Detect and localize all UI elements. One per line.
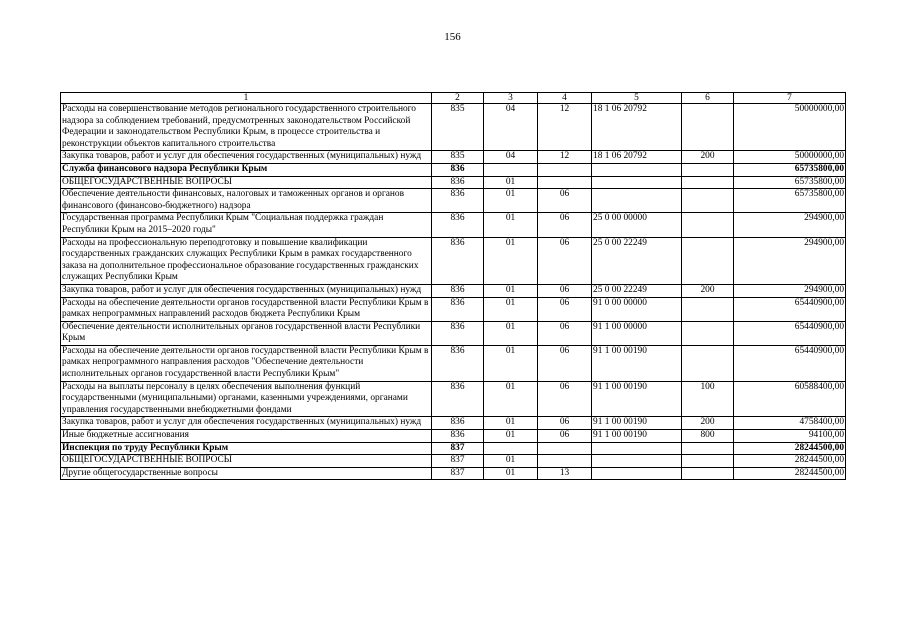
table-row: [61, 163, 846, 176]
target-article-code: 25 0 00 22249: [592, 237, 682, 284]
table-row: [61, 176, 846, 189]
amount: 65735800,00: [734, 189, 846, 213]
expense-type-code: [682, 104, 734, 151]
amount: 65440900,00: [734, 297, 846, 321]
section-code: 01: [484, 321, 538, 345]
amount: 294900,00: [734, 237, 846, 284]
subsection-code: 06: [538, 189, 592, 213]
department-code: 836: [432, 430, 484, 443]
table-row: [61, 417, 846, 430]
section-code: 01: [484, 189, 538, 213]
header-col-7: 7: [734, 93, 846, 104]
target-article-code: 91 1 00 00190: [592, 345, 682, 381]
table-row: [61, 213, 846, 237]
department-code: 836: [432, 417, 484, 430]
amount: 94100,00: [734, 430, 846, 443]
expense-type-code: 200: [682, 417, 734, 430]
item-name: Обеспечение деятельности финансовых, налоговых и таможенных органов и органов финансового (финансово-бюджетного) надзора: [61, 189, 432, 213]
subsection-code: 06: [538, 237, 592, 284]
target-article-code: 91 1 00 00190: [592, 430, 682, 443]
item-name: Служба финансового надзора Республики Крым: [61, 163, 432, 176]
section-code: 01: [484, 237, 538, 284]
item-name: Расходы на совершенствование методов регионального государственного строительного надзора за соблюдением требований, предусмотренных законодательством Российской Федерации и законодательством Республики Крым, в процессе строительства и реконструкции объектов капитального строительства: [61, 104, 432, 151]
header-col-5: 5: [592, 93, 682, 104]
table-row: [61, 381, 846, 417]
target-article-code: 91 1 00 00000: [592, 321, 682, 345]
item-name: Расходы на обеспечение деятельности органов государственной власти Республики Крым в рамках непрограммных направлений расходов бюджета Республики Крым: [61, 297, 432, 321]
table-row: [61, 297, 846, 321]
subsection-code: [538, 176, 592, 189]
amount: 50000000,00: [734, 104, 846, 151]
item-name: Закупка товаров, работ и услуг для обеспечения государственных (муниципальных) нужд: [61, 284, 432, 297]
expense-type-code: [682, 442, 734, 455]
target-article-code: [592, 442, 682, 455]
section-code: 01: [484, 297, 538, 321]
department-code: 836: [432, 176, 484, 189]
target-article-code: [592, 176, 682, 189]
expense-type-code: [682, 213, 734, 237]
expense-type-code: [682, 237, 734, 284]
target-article-code: 91 0 00 00000: [592, 297, 682, 321]
table-row: [61, 151, 846, 164]
expense-type-code: [682, 455, 734, 468]
section-code: 01: [484, 455, 538, 468]
item-name: Расходы на профессиональную переподготовку и повышение квалификации государственных гражданских служащих Республики Крым в рамках государственного заказа на дополнительное профессиональное образование государственных гражданских служащих Республики Крым: [61, 237, 432, 284]
table-row: [61, 189, 846, 213]
amount: 28244500,00: [734, 455, 846, 468]
item-name: Закупка товаров, работ и услуг для обеспечения государственных (муниципальных) нужд: [61, 417, 432, 430]
department-code: 836: [432, 345, 484, 381]
subsection-code: 06: [538, 381, 592, 417]
item-name: Расходы на выплаты персоналу в целях обеспечения выполнения функций государственными (муниципальными) органами, казенными учреждениями, органами управления государственными внебюджетными фондами: [61, 381, 432, 417]
subsection-code: 12: [538, 151, 592, 164]
section-code: [484, 442, 538, 455]
amount: 4758400,00: [734, 417, 846, 430]
expense-type-code: 200: [682, 284, 734, 297]
subsection-code: [538, 455, 592, 468]
amount: 65735800,00: [734, 176, 846, 189]
amount: 294900,00: [734, 284, 846, 297]
subsection-code: [538, 163, 592, 176]
department-code: 836: [432, 297, 484, 321]
department-code: 837: [432, 467, 484, 480]
department-code: 836: [432, 321, 484, 345]
expense-type-code: [682, 345, 734, 381]
section-code: 01: [484, 381, 538, 417]
item-name: Расходы на обеспечение деятельности органов государственной власти Республики Крым в рамках непрограммного направления расходов "Обеспечение деятельности исполнительных органов государственной власти Республики Крым": [61, 345, 432, 381]
target-article-code: 18 1 06 20792: [592, 104, 682, 151]
item-name: ОБЩЕГОСУДАРСТВЕННЫЕ ВОПРОСЫ: [61, 176, 432, 189]
subsection-code: 06: [538, 284, 592, 297]
section-code: 01: [484, 176, 538, 189]
section-code: 04: [484, 151, 538, 164]
subsection-code: 12: [538, 104, 592, 151]
subsection-code: 06: [538, 213, 592, 237]
amount: 28244500,00: [734, 442, 846, 455]
item-name: ОБЩЕГОСУДАРСТВЕННЫЕ ВОПРОСЫ: [61, 455, 432, 468]
item-name: Закупка товаров, работ и услуг для обеспечения государственных (муниципальных) нужд: [61, 151, 432, 164]
subsection-code: 06: [538, 345, 592, 381]
table-header: [61, 93, 846, 104]
amount: 65440900,00: [734, 321, 846, 345]
item-name: Иные бюджетные ассигнования: [61, 430, 432, 443]
section-code: 01: [484, 417, 538, 430]
expense-type-code: 100: [682, 381, 734, 417]
expense-type-code: [682, 189, 734, 213]
department-code: 835: [432, 151, 484, 164]
table-row: [61, 104, 846, 151]
subsection-code: 06: [538, 297, 592, 321]
amount: 50000000,00: [734, 151, 846, 164]
section-code: [484, 163, 538, 176]
table-row: [61, 430, 846, 443]
subsection-code: [538, 442, 592, 455]
item-name: Инспекция по труду Республики Крым: [61, 442, 432, 455]
table-row: [61, 237, 846, 284]
expense-type-code: [682, 297, 734, 321]
target-article-code: 18 1 06 20792: [592, 151, 682, 164]
section-code: 04: [484, 104, 538, 151]
department-code: 837: [432, 442, 484, 455]
expense-type-code: [682, 176, 734, 189]
department-code: 836: [432, 381, 484, 417]
expense-type-code: [682, 163, 734, 176]
header-col-3: 3: [484, 93, 538, 104]
header-row: [61, 93, 846, 104]
subsection-code: 06: [538, 417, 592, 430]
target-article-code: 25 0 00 00000: [592, 213, 682, 237]
expense-type-code: 200: [682, 151, 734, 164]
target-article-code: 25 0 00 22249: [592, 284, 682, 297]
table-row: [61, 321, 846, 345]
subsection-code: 13: [538, 467, 592, 480]
item-name: Государственная программа Республики Крым "Социальная поддержка граждан Республики Крым на 2015–2020 годы": [61, 213, 432, 237]
target-article-code: [592, 189, 682, 213]
header-col-4: 4: [538, 93, 592, 104]
target-article-code: [592, 163, 682, 176]
header-col-1: 1: [61, 93, 432, 104]
item-name: Другие общегосударственные вопросы: [61, 467, 432, 480]
table-row: [61, 284, 846, 297]
department-code: 835: [432, 104, 484, 151]
department-code: 836: [432, 237, 484, 284]
expense-type-code: [682, 321, 734, 345]
budget-table: [60, 92, 846, 480]
header-col-6: 6: [682, 93, 734, 104]
subsection-code: 06: [538, 430, 592, 443]
target-article-code: [592, 455, 682, 468]
expense-type-code: 800: [682, 430, 734, 443]
table-row: [61, 345, 846, 381]
amount: 65440900,00: [734, 345, 846, 381]
table-body: [61, 104, 846, 480]
amount: 28244500,00: [734, 467, 846, 480]
target-article-code: [592, 467, 682, 480]
section-code: 01: [484, 430, 538, 443]
amount: 60588400,00: [734, 381, 846, 417]
section-code: 01: [484, 345, 538, 381]
header-col-2: 2: [432, 93, 484, 104]
department-code: 837: [432, 455, 484, 468]
department-code: 836: [432, 213, 484, 237]
expense-type-code: [682, 467, 734, 480]
department-code: 836: [432, 163, 484, 176]
table-row: [61, 442, 846, 455]
target-article-code: 91 1 00 00190: [592, 381, 682, 417]
section-code: 01: [484, 213, 538, 237]
department-code: 836: [432, 284, 484, 297]
target-article-code: 91 1 00 00190: [592, 417, 682, 430]
department-code: 836: [432, 189, 484, 213]
section-code: 01: [484, 284, 538, 297]
item-name: Обеспечение деятельности исполнительных органов государственной власти Республики Крым: [61, 321, 432, 345]
amount: 65735800,00: [734, 163, 846, 176]
table-row: [61, 455, 846, 468]
section-code: 01: [484, 467, 538, 480]
subsection-code: 06: [538, 321, 592, 345]
page-number: 156: [444, 31, 461, 43]
table-row: [61, 467, 846, 480]
amount: 294900,00: [734, 213, 846, 237]
